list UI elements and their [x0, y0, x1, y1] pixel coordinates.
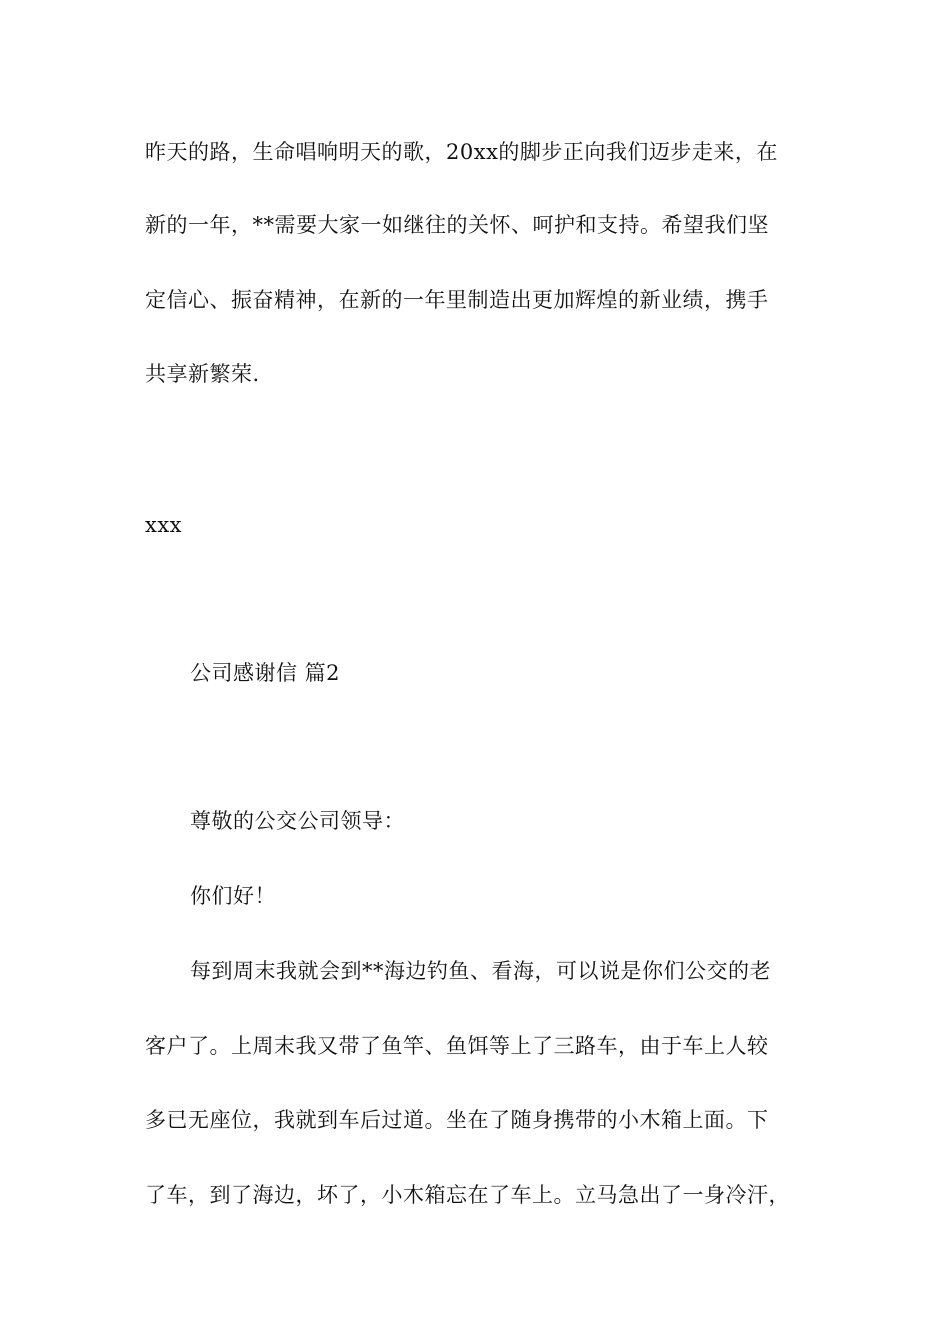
paragraph-line: 共享新繁荣. — [145, 362, 260, 386]
paragraph-line: 昨天的路，生命唱响明天的歌，20xx的脚步正向我们迈步走来，在 — [145, 140, 778, 164]
paragraph-line: 新的一年，**需要大家一如继往的关怀、呵护和支持。希望我们坚 — [145, 213, 769, 237]
paragraph-line: 多已无座位，我就到车后过道。坐在了随身携带的小木箱上面。下 — [145, 1108, 769, 1132]
paragraph-line: 客户了。上周末我又带了鱼竿、鱼饵等上了三路车，由于车上人较 — [145, 1034, 769, 1058]
greeting: 你们好！ — [190, 884, 276, 908]
paragraph-line: 定信心、振奋精神，在新的一年里制造出更加辉煌的新业绩，携手 — [145, 288, 769, 312]
section-title: 公司感谢信 篇2 — [190, 661, 341, 685]
paragraph-line: 了车，到了海边，坏了，小木箱忘在了车上。立马急出了一身冷汗， — [145, 1183, 790, 1207]
salutation: 尊敬的公交公司领导： — [190, 809, 405, 833]
signature: xxx — [145, 513, 183, 537]
paragraph-line: 每到周末我就会到**海边钓鱼、看海，可以说是你们公交的老 — [190, 959, 771, 983]
